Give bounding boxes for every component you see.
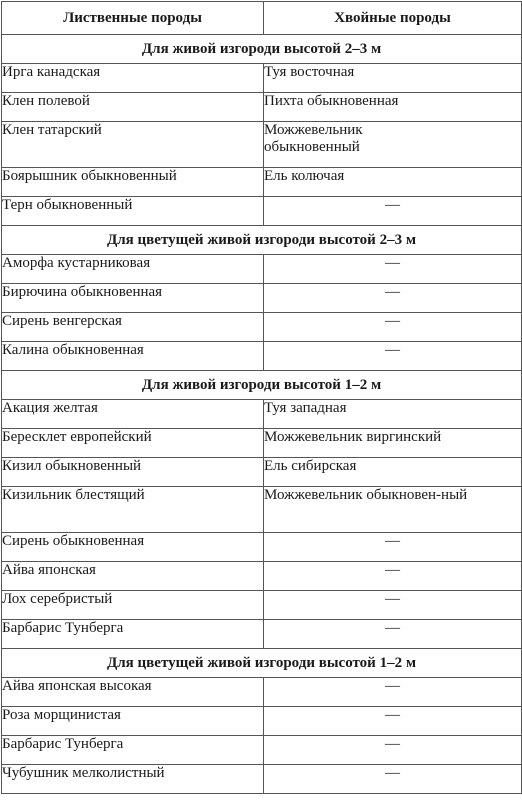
- table-row: [2, 197, 522, 226]
- header-deciduous: Лиственные породы: [2, 2, 264, 35]
- table-row: [2, 562, 522, 591]
- table-row: [2, 342, 522, 371]
- table-row: [2, 400, 522, 429]
- deciduous-cell: Клен полевой: [2, 93, 264, 122]
- deciduous-cell: Чубушник мелколистный: [2, 765, 264, 794]
- table-row: [2, 64, 522, 93]
- deciduous-cell: Айва японская высокая: [2, 678, 264, 707]
- table-row: [2, 122, 522, 168]
- deciduous-cell: Лох серебристый: [2, 591, 264, 620]
- coniferous-cell: Пихта обыкновенная: [264, 93, 522, 122]
- table-row: [2, 458, 522, 487]
- table-row: [2, 284, 522, 313]
- deciduous-cell: Бирючина обыкновенная: [2, 284, 264, 313]
- empty-dash-cell: —: [264, 562, 522, 591]
- empty-dash-cell: —: [264, 342, 522, 371]
- section-title-row: [2, 35, 522, 64]
- deciduous-cell: Роза морщинистая: [2, 707, 264, 736]
- table-row: [2, 93, 522, 122]
- empty-dash-cell: —: [264, 620, 522, 649]
- empty-dash-cell: —: [264, 707, 522, 736]
- deciduous-cell: Барбарис Тунберга: [2, 736, 264, 765]
- table-row: [2, 765, 522, 794]
- coniferous-cell: Ель колючая: [264, 168, 522, 197]
- deciduous-cell: Клен татарский: [2, 122, 264, 168]
- empty-dash-cell: —: [264, 533, 522, 562]
- deciduous-cell: Акация желтая: [2, 400, 264, 429]
- table-header-row: [2, 2, 522, 35]
- empty-dash-cell: —: [264, 197, 522, 226]
- table-row: [2, 429, 522, 458]
- deciduous-cell: Кизил обыкновенный: [2, 458, 264, 487]
- section-title-row: [2, 649, 522, 678]
- table-row: [2, 678, 522, 707]
- section-title: Для живой изгороди высотой 2–3 м: [2, 35, 522, 64]
- coniferous-cell: [264, 122, 522, 168]
- table-row: [2, 591, 522, 620]
- table-row: [2, 487, 522, 533]
- empty-dash-cell: —: [264, 765, 522, 794]
- deciduous-cell: Аморфа кустарниковая: [2, 255, 264, 284]
- table-row: [2, 168, 522, 197]
- deciduous-cell: Боярышник обыкновенный: [2, 168, 264, 197]
- table-row: [2, 620, 522, 649]
- deciduous-cell: Бересклет европейский: [2, 429, 264, 458]
- deciduous-cell: Айва японская: [2, 562, 264, 591]
- deciduous-cell: Сирень венгерская: [2, 313, 264, 342]
- table-row: [2, 313, 522, 342]
- coniferous-cell: [264, 487, 522, 533]
- header-coniferous: Хвойные породы: [264, 2, 522, 35]
- table-row: [2, 707, 522, 736]
- empty-dash-cell: —: [264, 284, 522, 313]
- section-title: Для живой изгороди высотой 1–2 м: [2, 371, 522, 400]
- coniferous-cell: Ель сибирская: [264, 458, 522, 487]
- table-row: [2, 736, 522, 765]
- hedge-species-table: [1, 1, 522, 794]
- coniferous-cell: Туя западная: [264, 400, 522, 429]
- table-row: [2, 255, 522, 284]
- section-title-row: [2, 371, 522, 400]
- table-row: [2, 533, 522, 562]
- coniferous-cell: Можжевельник виргинский: [264, 429, 522, 458]
- deciduous-cell: Сирень обыкновенная: [2, 533, 264, 562]
- empty-dash-cell: —: [264, 736, 522, 765]
- deciduous-cell: Терн обыкновенный: [2, 197, 264, 226]
- section-title-row: [2, 226, 522, 255]
- empty-dash-cell: —: [264, 591, 522, 620]
- coniferous-cell-text: Можжевельник обыкновенный: [264, 122, 363, 155]
- empty-dash-cell: —: [264, 678, 522, 707]
- section-title: Для цветущей живой изгороди высотой 2–3 м: [2, 226, 522, 255]
- deciduous-cell: Барбарис Тунберга: [2, 620, 264, 649]
- empty-dash-cell: —: [264, 313, 522, 342]
- coniferous-cell-text: Можжевельник обыкновен-ный: [264, 487, 468, 503]
- section-title: Для цветущей живой изгороди высотой 1–2 м: [2, 649, 522, 678]
- deciduous-cell: Кизильник блестящий: [2, 487, 264, 533]
- empty-dash-cell: —: [264, 255, 522, 284]
- coniferous-cell: Туя восточная: [264, 64, 522, 93]
- deciduous-cell: Ирга канадская: [2, 64, 264, 93]
- deciduous-cell: Калина обыкновенная: [2, 342, 264, 371]
